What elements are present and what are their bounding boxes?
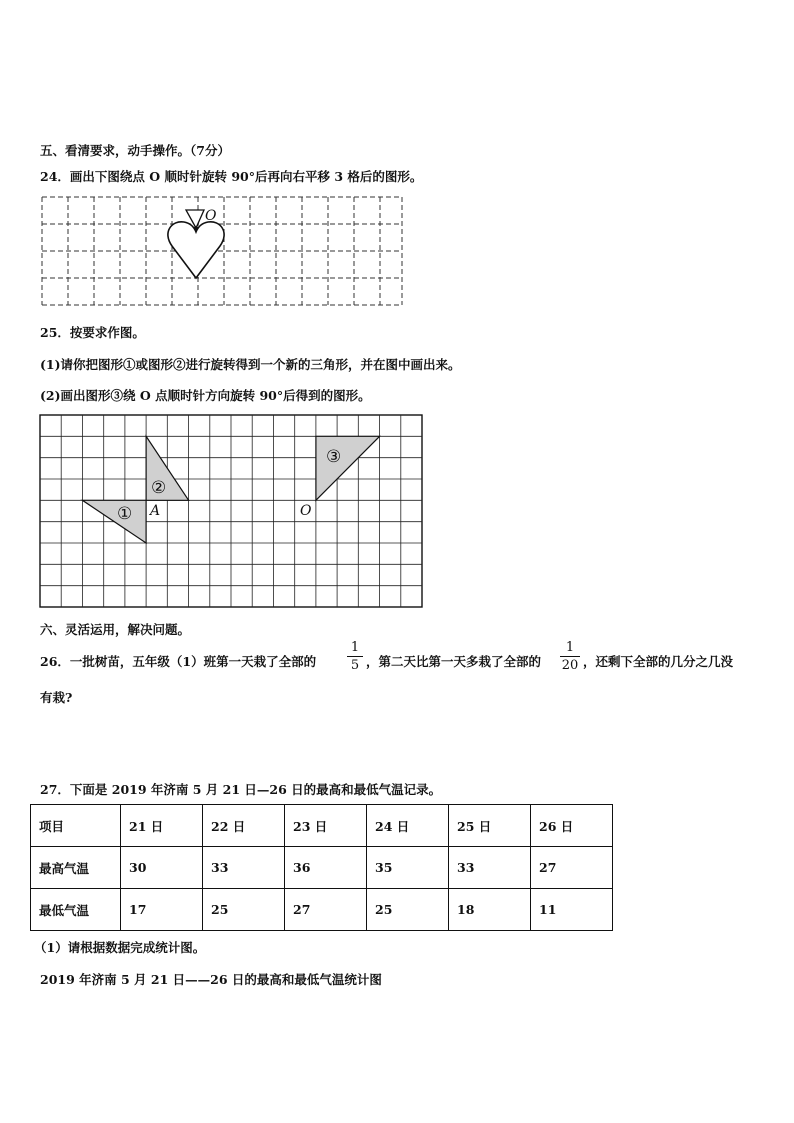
- table-cell: 11: [531, 889, 613, 931]
- q26-frac1-denominator: 5: [350, 658, 360, 673]
- table-cell: 36: [285, 847, 367, 889]
- q25-shape-label-1: ①: [117, 504, 133, 524]
- question-27-sub1: （1）请根据数据完成统计图。: [34, 940, 206, 955]
- q24-point-o-label: O: [205, 208, 217, 224]
- question-24-text: 24．画出下图绕点 O 顺时针旋转 90°后再向右平移 3 格后的图形。: [40, 169, 423, 184]
- table-row: [31, 847, 613, 889]
- chart-title: 2019 年济南 5 月 21 日——26 日的最高和最低气温统计图: [40, 972, 382, 987]
- question-26-part1: 26．一批树苗，五年级（1）班第一天栽了全部的: [40, 654, 317, 669]
- q25-shape-label-2: ②: [151, 478, 167, 498]
- question-27-text: 27．下面是 2019 年济南 5 月 21 日—26 日的最高和最低气温记录。: [40, 782, 442, 797]
- table-cell: 最低气温: [31, 889, 121, 931]
- section-5-heading: 五、看清要求，动手操作。（7分）: [40, 143, 230, 158]
- table-cell: 30: [121, 847, 203, 889]
- table-header-cell: 26 日: [531, 805, 613, 847]
- table-cell: 最高气温: [31, 847, 121, 889]
- table-header-row: [31, 805, 613, 847]
- section-6-heading: 六、灵活运用，解决问题。: [40, 622, 191, 637]
- table-cell: 17: [121, 889, 203, 931]
- table-header-cell: 25 日: [449, 805, 531, 847]
- question-25-sub2: (2)画出图形③绕 O 点顺时针方向旋转 90°后得到的图形。: [40, 388, 371, 403]
- table-cell: 33: [203, 847, 285, 889]
- q26-frac1-numerator: 1: [350, 640, 360, 655]
- q26-fraction-1: [347, 640, 363, 673]
- q25-point-a-label: A: [150, 503, 161, 519]
- table-header-cell: 21 日: [121, 805, 203, 847]
- q26-frac2-numerator: 1: [565, 640, 575, 655]
- table-header-cell: 23 日: [285, 805, 367, 847]
- q26-fraction-2: [560, 640, 580, 673]
- temperature-table: [30, 804, 613, 931]
- q25-point-o-label: O: [300, 503, 312, 519]
- table-cell: 33: [449, 847, 531, 889]
- question-26-part2: ，第二天比第一天多栽了全部的: [366, 654, 542, 669]
- table-cell: 27: [285, 889, 367, 931]
- table-cell: 18: [449, 889, 531, 931]
- table-cell: 25: [367, 889, 449, 931]
- table-row: [31, 889, 613, 931]
- table-header-cell: 项目: [31, 805, 121, 847]
- q26-frac2-denominator: 20: [561, 658, 579, 673]
- q25-shape-label-3: ③: [326, 447, 342, 467]
- table-cell: 35: [367, 847, 449, 889]
- table-header-cell: 24 日: [367, 805, 449, 847]
- question-25-sub1: (1)请你把图形①或图形②进行旋转得到一个新的三角形，并在图中画出来。: [40, 357, 461, 372]
- table-header-cell: 22 日: [203, 805, 285, 847]
- question-26-line2: 有栽?: [40, 690, 73, 705]
- table-cell: 27: [531, 847, 613, 889]
- question-25-text: 25．按要求作图。: [40, 325, 145, 340]
- question-26-part3: ，还剩下全部的几分之几没: [583, 654, 734, 669]
- table-cell: 25: [203, 889, 285, 931]
